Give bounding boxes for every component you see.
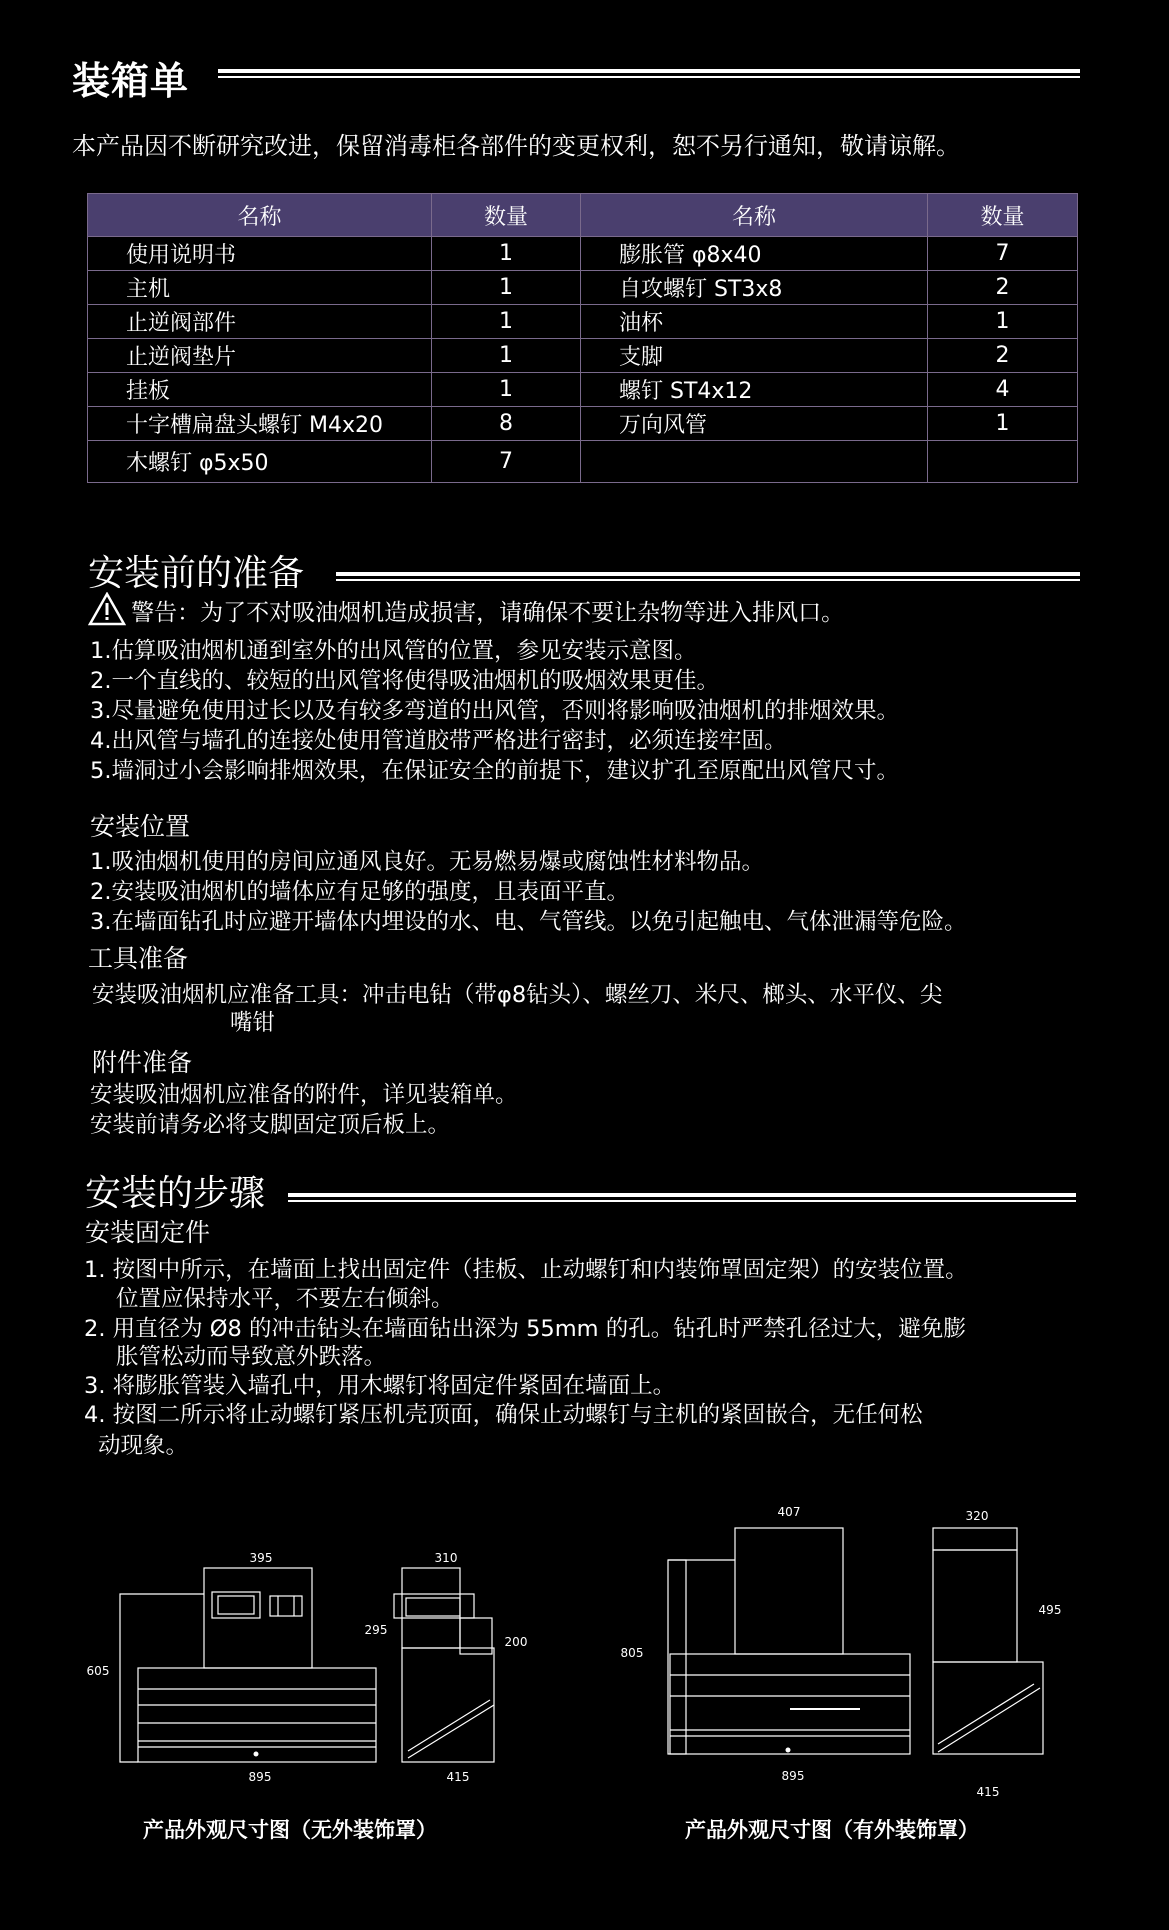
step-4-line-2: 动现象。 (98, 1433, 189, 1459)
list-item: 1.吸油烟机使用的房间应通风良好。无易燃易爆或腐蚀性材料物品。 (90, 849, 764, 875)
location-title: 安装位置 (90, 812, 191, 841)
list-item: 4.出风管与墙孔的连接处使用管道胶带严格进行密封，必须连接牢固。 (90, 728, 787, 754)
item-qty: 1 (432, 271, 581, 305)
title-rule (218, 69, 1080, 78)
packing-title: 装箱单 (72, 59, 190, 103)
list-item: 安装前请务必将支脚固定顶后板上。 (90, 1112, 451, 1138)
step-1-line-1: 1. 按图中所示，在墙面上找出固定件（挂板、止动螺钉和内装饰罩固定架）的安装位置。 (84, 1257, 968, 1283)
item-name: 挂板 (88, 373, 432, 407)
step-4-line-1: 4. 按图二所示将止动螺钉紧压机壳顶面，确保止动螺钉与主机的紧固嵌合，无任何松 (84, 1402, 923, 1428)
step-2-line-2: 胀管松动而导致意外跌落。 (116, 1344, 387, 1370)
list-item: 安装吸油烟机应准备的附件，详见装箱单。 (90, 1082, 518, 1108)
item-name (581, 441, 928, 483)
dim-top-width: 407 (777, 1505, 801, 1519)
list-item: 3.在墙面钻孔时应避开墙体内埋设的水、电、气管线。以免引起触电、气体泄漏等危险。 (90, 909, 967, 935)
list-item: 2.安装吸油烟机的墙体应有足够的强度，且表面平直。 (90, 879, 629, 905)
item-name: 膨胀管 φ8x40 (581, 237, 928, 271)
dim-width: 895 (781, 1769, 805, 1783)
item-name: 万向风管 (581, 407, 928, 441)
item-name: 螺钉 ST4x12 (581, 373, 928, 407)
col-header-qty-2: 数量 (928, 194, 1078, 237)
acc-title: 附件准备 (92, 1048, 193, 1077)
dim-side-width: 415 (976, 1785, 1000, 1799)
dim-height: 605 (86, 1664, 110, 1678)
list-item: 2.一个直线的、较短的出风管将使得吸油烟机的吸烟效果更佳。 (90, 668, 719, 694)
item-qty: 8 (432, 407, 581, 441)
dim-side-height: 495 (1038, 1603, 1062, 1617)
prep-title: 安装前的准备 (88, 553, 305, 594)
list-item: 5.墙洞过小会影响排烟效果，在保证安全的前提下，建议扩孔至原配出风管尺寸。 (90, 758, 899, 784)
col-header-qty: 数量 (432, 194, 581, 237)
table-row (88, 237, 1078, 271)
packing-table (87, 193, 1078, 483)
dim-height: 805 (620, 1646, 644, 1660)
caption-left: 产品外观尺寸图（无外装饰罩） (143, 1818, 437, 1842)
item-qty: 2 (928, 271, 1078, 305)
item-qty (928, 441, 1078, 483)
step-3: 3. 将膨胀管装入墙孔中，用木螺钉将固定件紧固在墙面上。 (84, 1373, 676, 1399)
caption-right: 产品外观尺寸图（有外装饰罩） (685, 1818, 979, 1842)
steps-rule (288, 1193, 1076, 1202)
item-qty: 2 (928, 339, 1078, 373)
item-name: 油杯 (581, 305, 928, 339)
dim-side-h2: 200 (504, 1635, 528, 1649)
list-item: 3.尽量避免使用过长以及有较多弯道的出风管，否则将影响吸油烟机的排烟效果。 (90, 698, 899, 724)
item-qty: 1 (928, 407, 1078, 441)
table-row (88, 339, 1078, 373)
dim-side-width: 415 (446, 1770, 470, 1784)
prep-rule (336, 572, 1080, 581)
dim-top-width: 395 (249, 1551, 273, 1565)
dim-width: 895 (248, 1770, 272, 1784)
item-name: 止逆阀部件 (88, 305, 432, 339)
dim-side-h1: 295 (364, 1623, 388, 1637)
item-name: 自攻螺钉 ST3x8 (581, 271, 928, 305)
warning-icon (88, 592, 126, 626)
item-qty: 1 (432, 373, 581, 407)
item-qty: 7 (928, 237, 1078, 271)
list-item: 1.估算吸油烟机通到室外的出风管的位置，参见安装示意图。 (90, 638, 697, 664)
item-qty: 1 (432, 339, 581, 373)
table-row (88, 441, 1078, 483)
item-name: 木螺钉 φ5x50 (88, 441, 432, 483)
step-1-line-2: 位置应保持水平，不要左右倾斜。 (116, 1286, 454, 1312)
table-row (88, 305, 1078, 339)
warning-line (88, 592, 844, 626)
steps-title: 安装的步骤 (85, 1173, 266, 1214)
packing-notice: 本产品因不断研究改进，保留消毒柜各部件的变更权利，恕不另行通知，敬请谅解。 (72, 132, 960, 160)
item-qty: 4 (928, 373, 1078, 407)
dim-side-top: 310 (434, 1551, 458, 1565)
warning-text: 警告：为了不对吸油烟机造成损害，请确保不要让杂物等进入排风口。 (131, 600, 845, 626)
tools-line-1: 安装吸油烟机应准备工具：冲击电钻（带φ8钻头）、螺丝刀、米尺、榔头、水平仪、尖 (92, 982, 943, 1008)
table-row (88, 373, 1078, 407)
item-name: 十字槽扁盘头螺钉 M4x20 (88, 407, 432, 441)
acc-list (90, 1080, 518, 1140)
prep-list (90, 636, 899, 786)
dimension-diagram-right (620, 1500, 1080, 1800)
item-name: 主机 (88, 271, 432, 305)
item-qty: 7 (432, 441, 581, 483)
step-2-line-1: 2. 用直径为 Ø8 的冲击钻头在墙面钻出深为 55mm 的孔。钻孔时严禁孔径过大，避免膨 (84, 1316, 966, 1342)
table-header-row (88, 194, 1078, 237)
item-qty: 1 (432, 305, 581, 339)
tools-line-2: 嘴钳 (230, 1010, 276, 1036)
item-qty: 1 (432, 237, 581, 271)
col-header-name: 名称 (88, 194, 432, 237)
dimension-diagram-left (80, 1540, 540, 1800)
item-name: 使用说明书 (88, 237, 432, 271)
item-name: 支脚 (581, 339, 928, 373)
tools-title: 工具准备 (88, 944, 189, 973)
table-row (88, 407, 1078, 441)
steps-subtitle: 安装固定件 (85, 1218, 211, 1247)
col-header-name-2: 名称 (581, 194, 928, 237)
dim-side-top: 320 (965, 1509, 989, 1523)
location-list (90, 847, 966, 937)
table-row (88, 271, 1078, 305)
item-name: 止逆阀垫片 (88, 339, 432, 373)
item-qty: 1 (928, 305, 1078, 339)
